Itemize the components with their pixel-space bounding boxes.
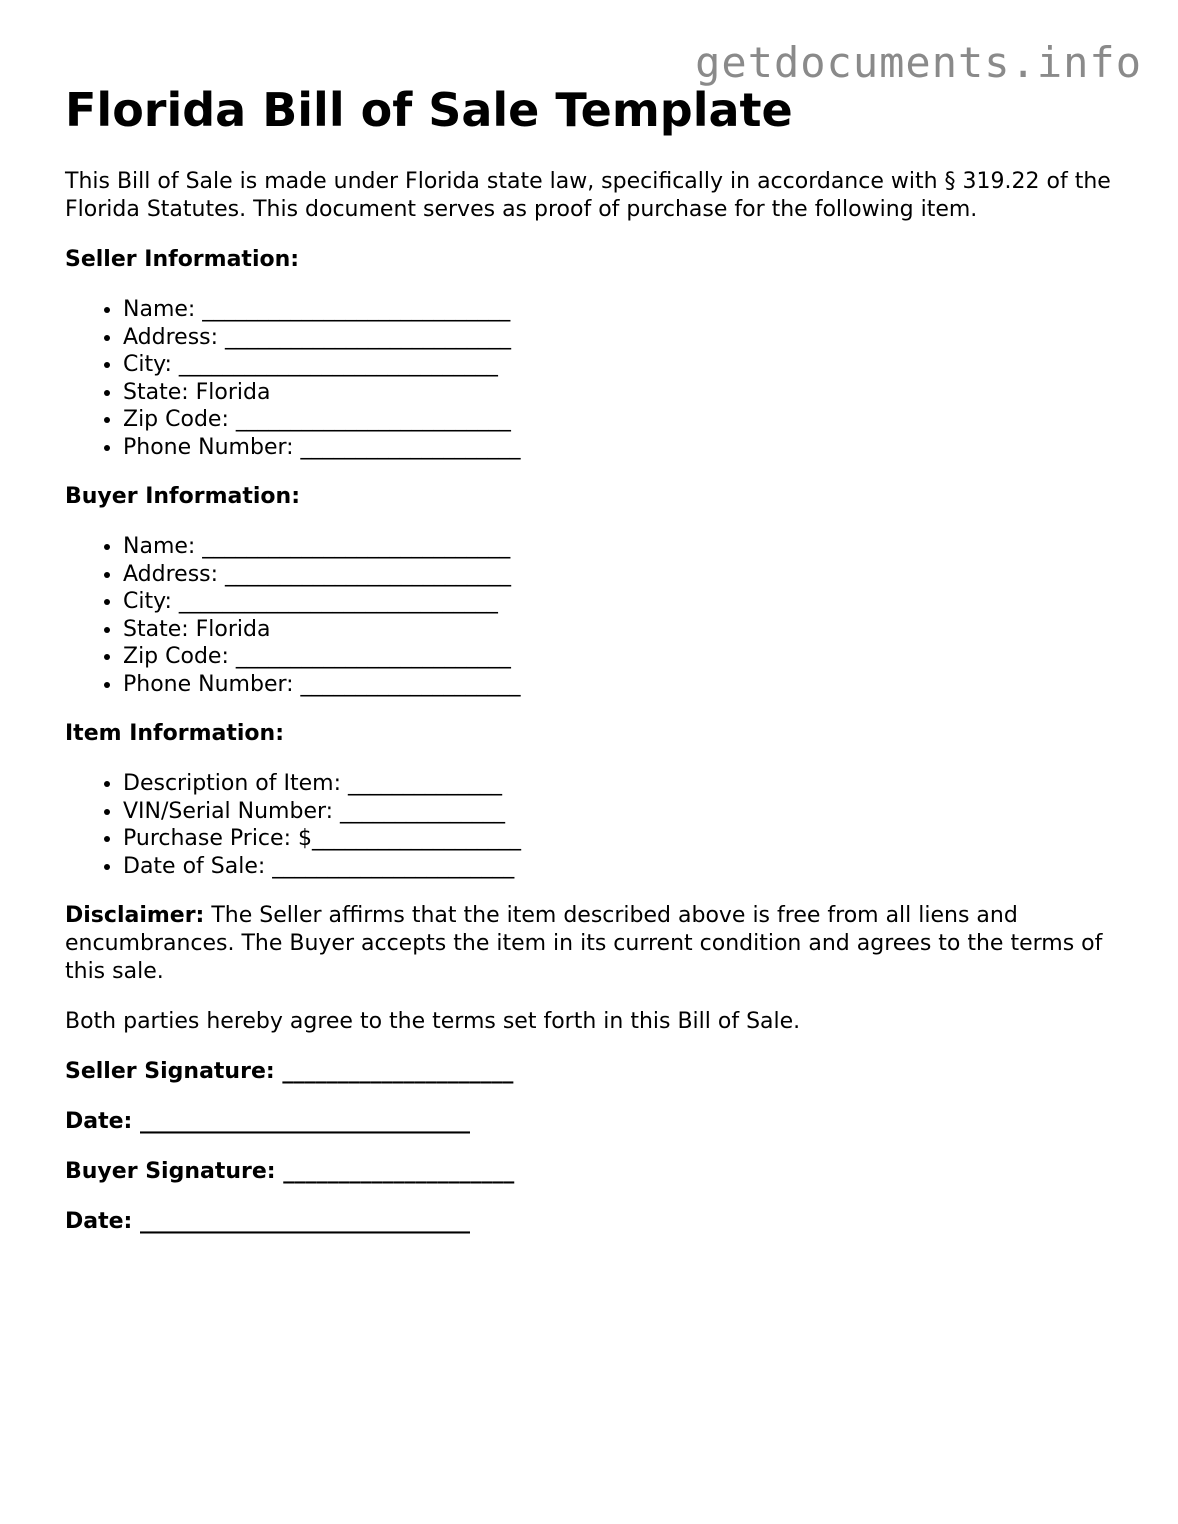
page-title: Florida Bill of Sale Template <box>65 83 793 137</box>
intro-paragraph: This Bill of Sale is made under Florida state law, specifically in accordance with § 319.22 of the Florida Statutes. This document serves as proof of purchase for the following item. <box>65 169 1111 222</box>
seller-info-list <box>65 296 1125 461</box>
item-vin-field: • VIN/Serial Number: _______________ <box>123 798 1125 826</box>
seller-phone-field: • Phone Number: ____________________ <box>123 434 1125 462</box>
item-description-field: • Description of Item: ______________ <box>123 770 1125 798</box>
seller-zip-field: • Zip Code: _________________________ <box>123 406 1125 434</box>
document-page <box>65 82 1125 1236</box>
seller-signature-line: Seller Signature: _____________________ <box>65 1059 514 1084</box>
seller-date-line: Date: ______________________________ <box>65 1109 471 1134</box>
item-price-field: • Purchase Price: $___________________ <box>123 825 1125 853</box>
disclaimer-label: Disclaimer: <box>65 903 205 928</box>
seller-city-field: • City: _____________________________ <box>123 351 1125 379</box>
buyer-signature-line: Buyer Signature: _____________________ <box>65 1159 515 1184</box>
buyer-info-heading: Buyer Information: <box>65 484 300 509</box>
buyer-date-line: Date: ______________________________ <box>65 1209 471 1234</box>
disclaimer-text: The Seller affirms that the item described above is free from all liens and encumbrances. The Buyer accepts the item in its current condition and agrees to the terms of this sale. <box>65 903 1103 984</box>
item-info-heading: Item Information: <box>65 721 284 746</box>
buyer-phone-field: • Phone Number: ____________________ <box>123 671 1125 699</box>
seller-address-field: • Address: __________________________ <box>123 324 1125 352</box>
disclaimer-paragraph <box>65 902 1125 986</box>
buyer-state-field: • State: Florida <box>123 616 1125 644</box>
buyer-address-field: • Address: __________________________ <box>123 561 1125 589</box>
buyer-info-list <box>65 533 1125 698</box>
buyer-city-field: • City: _____________________________ <box>123 588 1125 616</box>
item-info-list <box>65 770 1125 880</box>
seller-info-heading: Seller Information: <box>65 247 300 272</box>
seller-name-field: • Name: ____________________________ <box>123 296 1125 324</box>
agreement-paragraph: Both parties hereby agree to the terms set forth in this Bill of Sale. <box>65 1009 801 1034</box>
buyer-name-field: • Name: ____________________________ <box>123 533 1125 561</box>
seller-state-field: • State: Florida <box>123 379 1125 407</box>
buyer-zip-field: • Zip Code: _________________________ <box>123 643 1125 671</box>
watermark: getdocuments.info <box>695 38 1142 87</box>
item-date-field: • Date of Sale: ______________________ <box>123 853 1125 881</box>
